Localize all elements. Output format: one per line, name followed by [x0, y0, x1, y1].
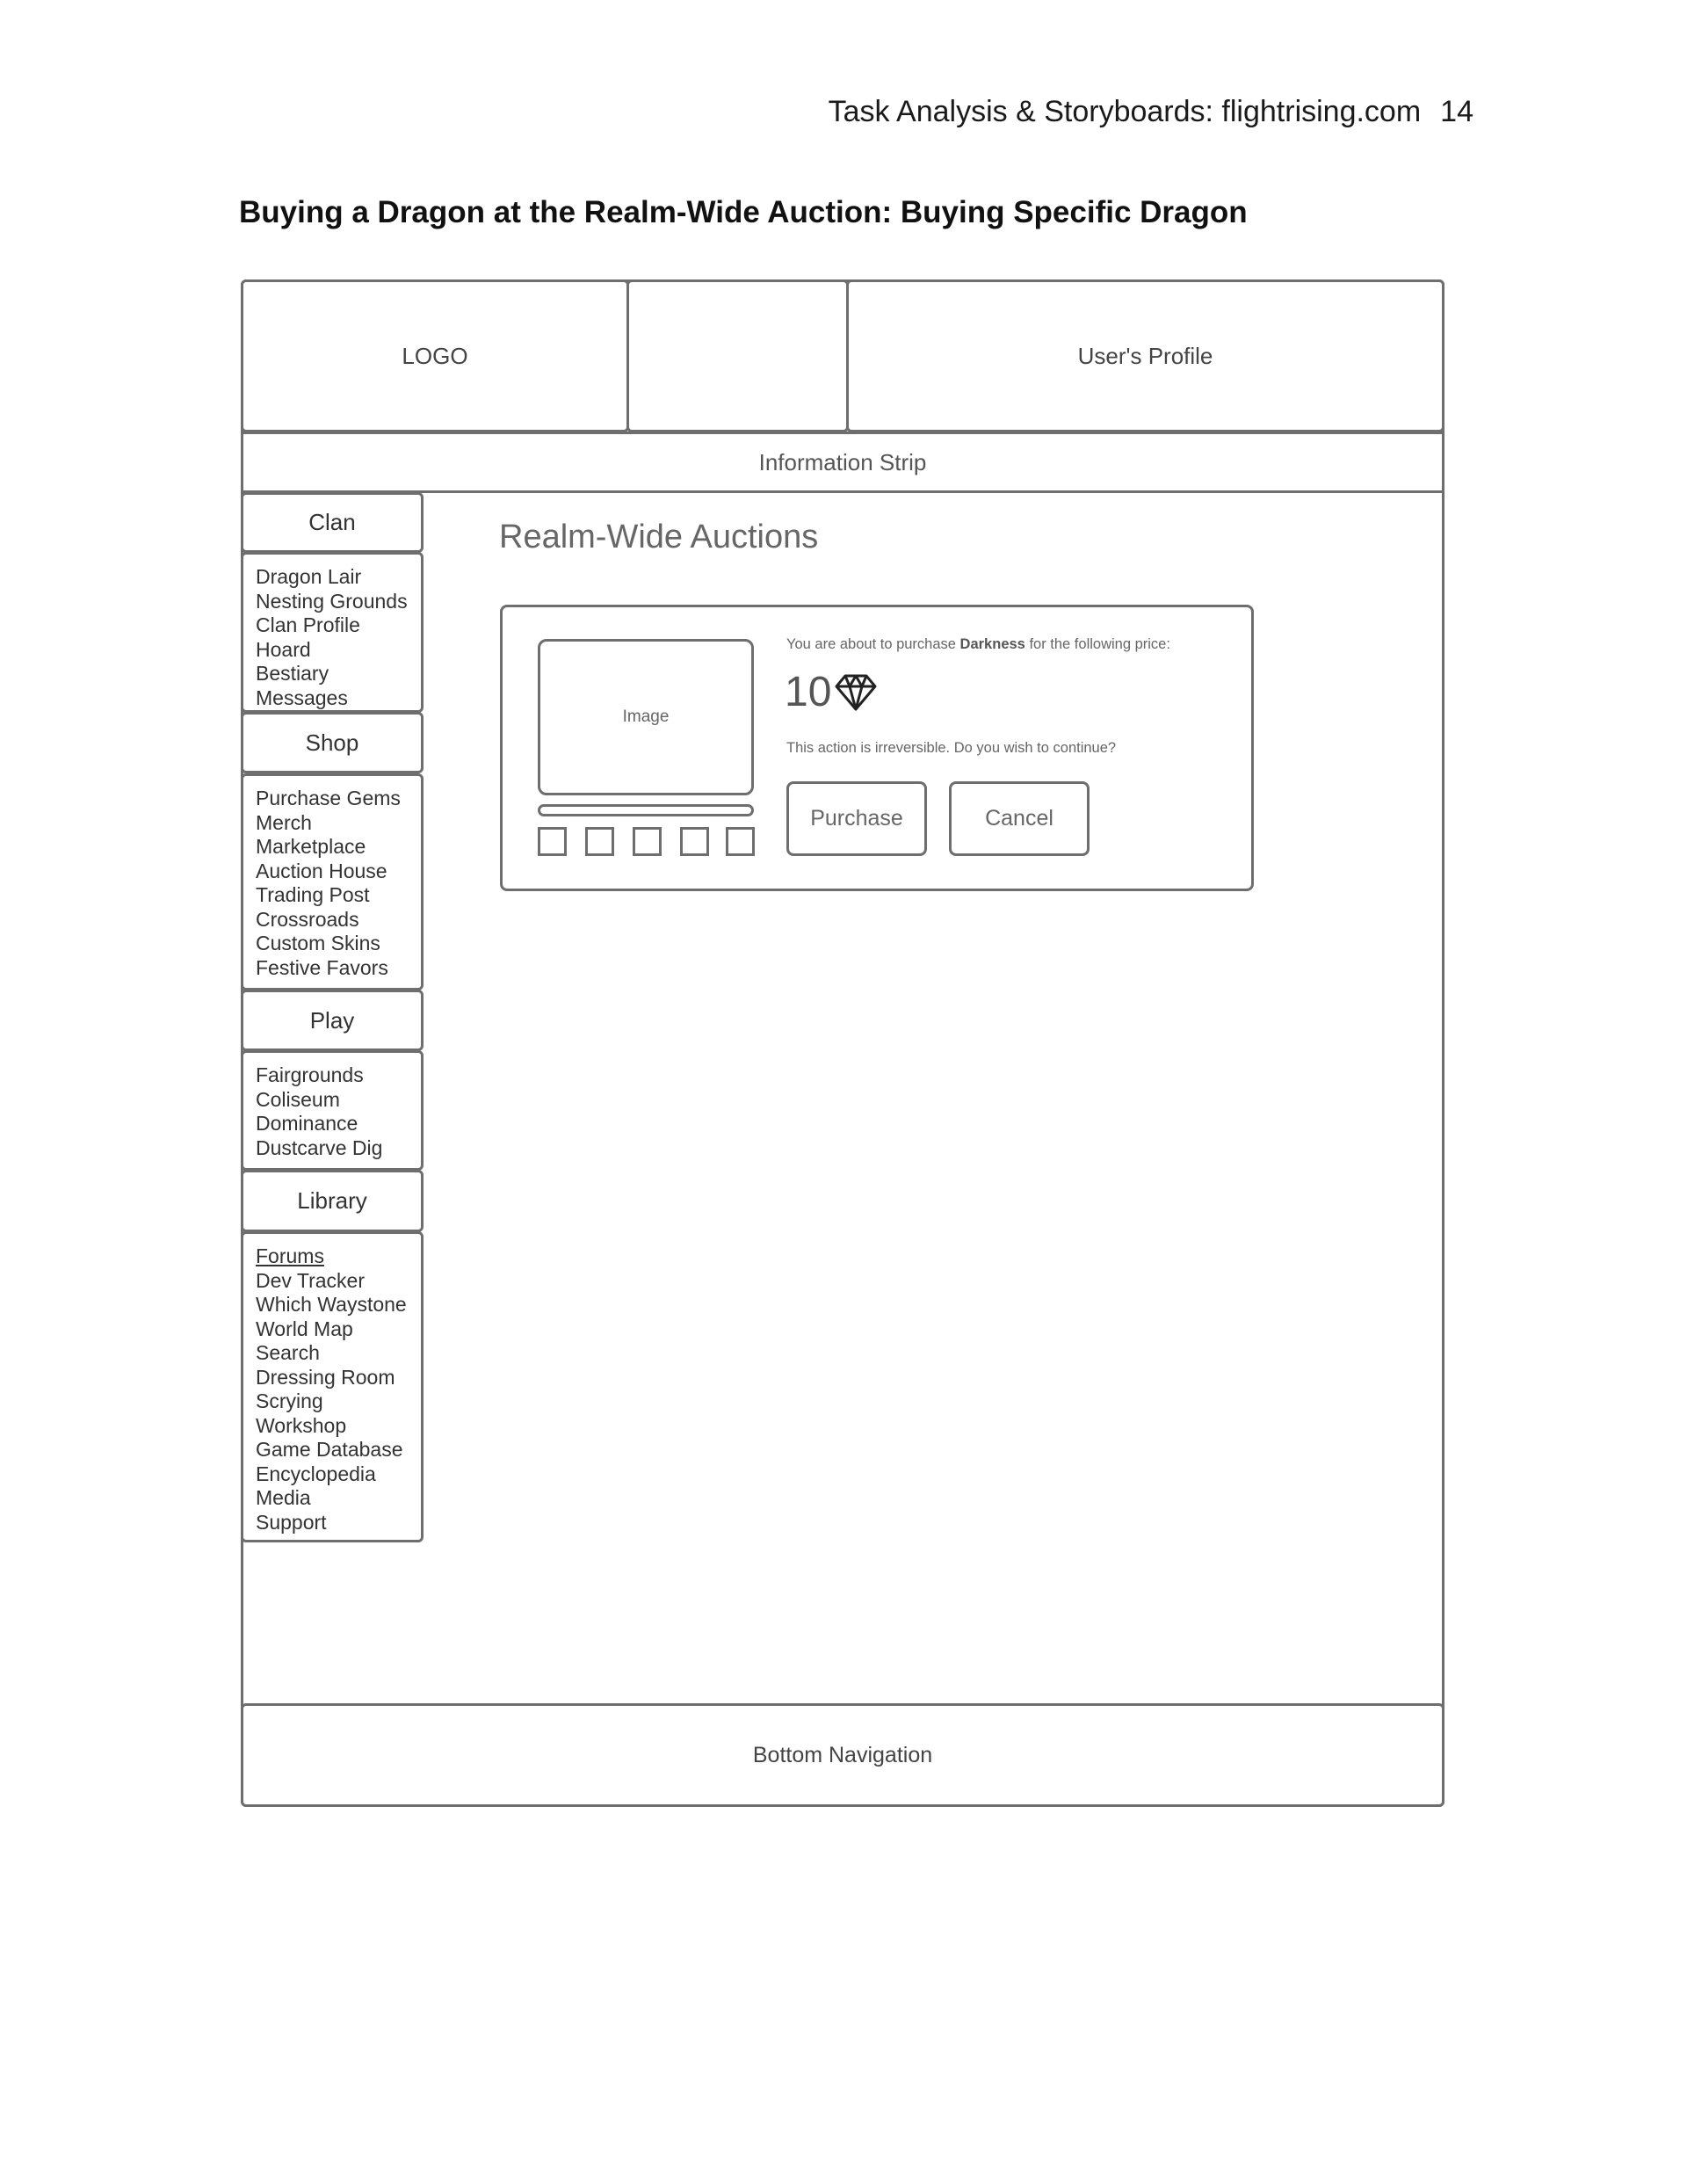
price-display: [785, 668, 877, 716]
image-scroll-bar[interactable]: [538, 804, 754, 816]
sidebar-heading-clan[interactable]: [241, 492, 424, 553]
sidebar-item-fairgrounds[interactable]: Fairgrounds: [256, 1063, 364, 1086]
document-title: Buying a Dragon at the Realm-Wide Auction: Buying Specific Dragon: [239, 195, 1248, 229]
page-heading: Realm-Wide Auctions: [499, 519, 819, 555]
sidebar-heading-label: Shop: [305, 729, 359, 756]
irreversible-warning: This action is irreversible. Do you wish to continue?: [786, 740, 1117, 756]
sidebar-item-workshop[interactable]: Workshop: [256, 1413, 347, 1437]
sidebar-item-coliseum[interactable]: Coliseum: [256, 1087, 340, 1111]
sidebar-item-purchase-gems[interactable]: Purchase Gems: [256, 787, 401, 809]
sidebar-item-dressing-room[interactable]: Dressing Room: [256, 1365, 395, 1389]
header-empty-box: [626, 279, 849, 432]
sidebar-list-play: [241, 1050, 424, 1171]
sidebar-item-festive-favors[interactable]: Festive Favors: [256, 955, 388, 979]
dragon-name: Darkness: [959, 636, 1025, 652]
sidebar-heading-shop[interactable]: [241, 712, 424, 773]
information-strip: [241, 432, 1444, 493]
sidebar-item-dev-tracker[interactable]: Dev Tracker: [256, 1268, 365, 1292]
sidebar-item-encyclopedia[interactable]: Encyclopedia: [256, 1462, 376, 1485]
sidebar-heading-label: Play: [309, 1006, 355, 1034]
cancel-button-label: Cancel: [985, 806, 1053, 831]
bottom-navigation[interactable]: [241, 1703, 1444, 1807]
sidebar-item-trading-post[interactable]: Trading Post: [256, 883, 370, 906]
dragon-image-placeholder: [538, 639, 754, 795]
sidebar-heading-play[interactable]: [241, 990, 424, 1051]
sidebar-item-auction-house[interactable]: Auction House: [256, 859, 387, 882]
sidebar-item-media[interactable]: Media: [256, 1486, 311, 1509]
sidebar-item-scrying[interactable]: Scrying: [256, 1389, 323, 1412]
user-profile-box[interactable]: [846, 279, 1444, 432]
sidebar-item-which-waystone[interactable]: Which Waystone: [256, 1293, 407, 1316]
user-profile-label: User's Profile: [1077, 342, 1213, 369]
sidebar-item-crossroads[interactable]: Crossroads: [256, 907, 359, 931]
image-thumbnail[interactable]: [538, 827, 567, 856]
image-label: Image: [622, 707, 670, 726]
bottom-navigation-label: Bottom Navigation: [752, 1742, 933, 1767]
document-header-text: Task Analysis & Storyboards: flightrising.com: [828, 95, 1422, 128]
purchase-message: [786, 636, 1170, 653]
information-strip-label: Information Strip: [758, 448, 927, 475]
sidebar-heading-label: Clan: [308, 509, 356, 535]
image-thumbnail[interactable]: [726, 827, 755, 856]
gem-icon: [835, 673, 877, 712]
image-thumbnail[interactable]: [680, 827, 709, 856]
sidebar-item-dustcarve-dig[interactable]: Dustcarve Dig: [256, 1136, 383, 1159]
price-value: 10: [785, 669, 832, 715]
purchase-message-suffix: for the following price:: [1025, 636, 1170, 652]
sidebar-item-marketplace[interactable]: Marketplace: [256, 835, 366, 858]
sidebar-item-merch[interactable]: Merch: [256, 810, 312, 834]
sidebar-item-dragon-lair[interactable]: Dragon Lair: [256, 565, 362, 588]
document-header: [829, 95, 1473, 129]
sidebar-item-clan-profile[interactable]: Clan Profile: [256, 613, 360, 636]
sidebar-item-world-map[interactable]: World Map: [256, 1317, 353, 1340]
purchase-button-label: Purchase: [810, 806, 903, 831]
sidebar-item-game-database[interactable]: Game Database: [256, 1438, 403, 1461]
sidebar-heading-label: Library: [297, 1187, 367, 1214]
image-thumbnail[interactable]: [633, 827, 662, 856]
sidebar-item-forums[interactable]: Forums: [256, 1244, 324, 1267]
image-thumbnail[interactable]: [585, 827, 614, 856]
sidebar-item-dominance[interactable]: Dominance: [256, 1112, 358, 1135]
purchase-button[interactable]: [786, 781, 927, 856]
sidebar-item-nesting-grounds[interactable]: Nesting Grounds: [256, 589, 408, 613]
sidebar-item-custom-skins[interactable]: Custom Skins: [256, 932, 380, 954]
sidebar-item-support[interactable]: Support: [256, 1510, 327, 1534]
sidebar-item-bestiary[interactable]: Bestiary: [256, 662, 329, 685]
logo-text: LOGO: [402, 342, 468, 369]
sidebar-item-hoard[interactable]: Hoard: [256, 637, 311, 661]
sidebar-item-messages[interactable]: Messages: [256, 686, 348, 709]
logo-placeholder[interactable]: [241, 279, 629, 432]
sidebar-list-shop: [241, 773, 424, 990]
sidebar-item-search[interactable]: Search: [256, 1341, 320, 1364]
purchase-message-prefix: You are about to purchase: [786, 636, 960, 652]
sidebar-list-clan: [241, 552, 424, 713]
sidebar-list-library: [241, 1231, 424, 1542]
page-number: 14: [1440, 95, 1473, 128]
sidebar-heading-library[interactable]: [241, 1170, 424, 1232]
cancel-button[interactable]: [949, 781, 1090, 856]
